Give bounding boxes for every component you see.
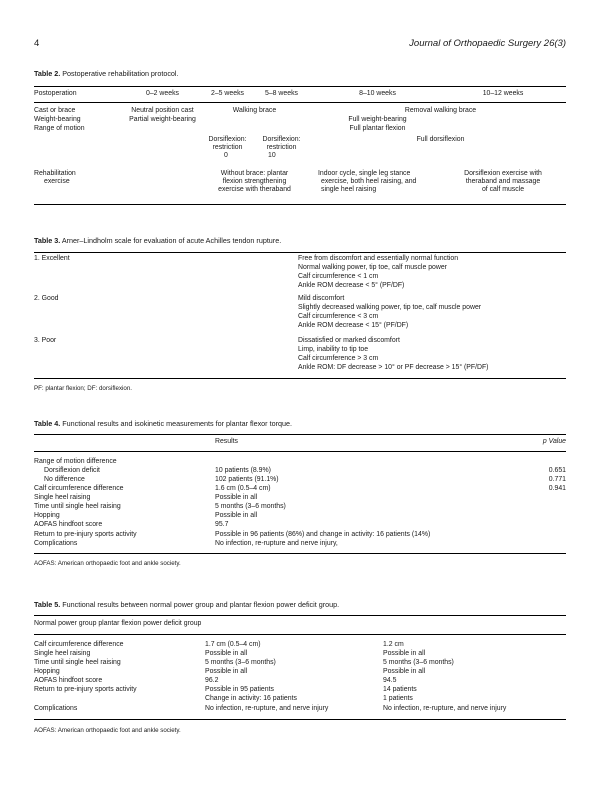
table4-col-results: Results (215, 438, 238, 445)
table4-label: Table 4. (34, 419, 61, 428)
table4-header-rule (34, 451, 566, 452)
table4-p-value: 0.941 (548, 485, 566, 492)
table5-row-label: Complications (34, 705, 78, 712)
table4-row-label: AOFAS hindfoot score (34, 521, 103, 528)
table2-col-2-5-weeks: 2–5 weeks (211, 90, 244, 97)
table2-col-10-12-weeks: 10–12 weeks (482, 90, 524, 97)
table2-col-5-8-weeks: 5–8 weeks (265, 90, 298, 97)
table2-cell: Dorsiflexion: (208, 136, 247, 143)
table3-bottom-rule (34, 378, 566, 379)
table3-criterion: Limp, inability to tip toe (298, 346, 369, 353)
table2-cell: Without brace: plantar (220, 170, 289, 177)
table3-criterion: Ankle ROM: DF decrease > 10° or PF decrease > 15° (PF/DF) (298, 364, 489, 371)
table3-grade: 2. Good (34, 295, 59, 302)
table5-bottom-rule (34, 719, 566, 720)
table4-result: Possible in all (215, 494, 258, 501)
table2-cell: Partial weight-bearing (129, 116, 196, 123)
table2-cell: Dorsiflexion: (262, 136, 301, 143)
table3-criterion: Calf circumference < 3 cm (298, 313, 379, 320)
table2-cell: flexion strengthening (222, 178, 287, 185)
table2-top-rule (34, 86, 566, 87)
table2-col-0-2-weeks: 0–2 weeks (146, 90, 179, 97)
table2-cell: 10 (268, 152, 276, 159)
table2-cell: 0 (224, 152, 228, 159)
table5-row-label: Calf circumference difference (34, 641, 124, 648)
table4-row-label: Time until single heel raising (34, 503, 121, 510)
table4-caption-text: Functional results and isokinetic measurements for plantar flexor torque. (62, 419, 292, 428)
table3-label: Table 3. (34, 236, 61, 245)
table4-footnote: AOFAS: American orthopaedic foot and ankle society. (34, 560, 181, 567)
table5-normal: 1.7 cm (0.5–4 cm) (205, 641, 261, 648)
table3-criterion: Slightly decreased walking power, tip toe, calf muscle power (298, 304, 482, 311)
table4-result: Possible in all (215, 512, 258, 519)
table3-criterion: Calf circumference > 3 cm (298, 355, 379, 362)
table5-caption (34, 600, 339, 609)
table4-row-label: Range of motion difference (34, 458, 117, 465)
table5-deficit: 14 patients (383, 686, 417, 693)
table4-result: 102 patients (91.1%) (215, 476, 279, 483)
table2-row-label: exercise (44, 178, 70, 185)
table5-row-label: Single heel raising (34, 650, 91, 657)
table5-top-rule (34, 615, 566, 616)
table2-cell: exercise, both heel raising, and (321, 178, 417, 185)
table5-normal: Change in activity: 16 patients (205, 695, 297, 702)
table2-cell: exercise with theraband (218, 186, 291, 193)
table2-label: Table 2. (34, 69, 61, 78)
table4-result: 95.7 (215, 521, 229, 528)
table4-bottom-rule (34, 553, 566, 554)
table3-caption-text: Arner–Lindholm scale for evaluation of acute Achilles tendon rupture. (61, 236, 282, 245)
table4-row-label: Single heel raising (34, 494, 91, 501)
table3-caption (34, 236, 281, 245)
table2-cell: single heel raising (321, 186, 377, 193)
table5-deficit: No infection, re-rupture, and nerve injury (383, 705, 507, 712)
table2-caption-text: Postoperative rehabilitation protocol. (62, 69, 179, 78)
table5-deficit: Possible in all (383, 668, 426, 675)
table5-normal: Possible in all (205, 650, 248, 657)
table2-row-label: Cast or brace (34, 107, 76, 114)
table4-top-rule (34, 434, 566, 435)
table2-cell: Full dorsiflexion (416, 136, 465, 143)
table4-result: No infection, re-rupture and nerve injury, (215, 540, 338, 547)
table3-criterion: Normal walking power, tip toe, calf muscle power (298, 264, 447, 271)
table5-deficit: 5 months (3–6 months) (383, 659, 454, 666)
table4-result: 10 patients (8.9%) (215, 467, 271, 474)
table2-bottom-rule (34, 204, 566, 205)
table2-cell: Dorsiflexion exercise with (464, 170, 542, 177)
table4-p-value: 0.651 (548, 467, 566, 474)
table5-row-label: Return to pre-injury sports activity (34, 686, 137, 693)
table2-col-postoperation: Postoperation (34, 90, 77, 97)
table3-criterion: Ankle ROM decrease < 5° (PF/DF) (298, 282, 405, 289)
table4-col-p-value: p Value (542, 438, 566, 445)
table4-row-label: Calf circumference difference (34, 485, 124, 492)
table4-row-label: Return to pre-injury sports activity (34, 531, 137, 538)
table2-row-label: Range of motion (34, 125, 85, 132)
table4-caption (34, 419, 292, 428)
table2-cell: Neutral position cast (131, 107, 194, 114)
table5-normal: No infection, re-rupture, and nerve injury (205, 705, 329, 712)
table3-criterion: Calf circumference < 1 cm (298, 273, 379, 280)
table2-cell: of calf muscle (481, 186, 525, 193)
table5-normal: Possible in 95 patients (205, 686, 274, 693)
table5-footnote: AOFAS: American orthopaedic foot and ankle society. (34, 727, 181, 734)
table4-p-value: 0.771 (548, 476, 566, 483)
table5-normal: 5 months (3–6 months) (205, 659, 276, 666)
table5-deficit: 1 patients (383, 695, 413, 702)
table5-deficit: Possible in all (383, 650, 426, 657)
table5-normal: Possible in all (205, 668, 248, 675)
table2-caption (34, 69, 179, 78)
table4-result: 1.6 cm (0.5–4 cm) (215, 485, 271, 492)
table2-row-label: Rehabilitation (34, 170, 76, 177)
table2-cell: Indoor cycle, single leg stance (318, 170, 411, 177)
table2-cell: restriction (212, 144, 243, 151)
table3-top-rule (34, 252, 566, 253)
table4-result: 5 months (3–6 months) (215, 503, 286, 510)
table5-row-label: Hopping (34, 668, 60, 675)
table2-cell: Full weight-bearing (348, 116, 407, 123)
table4-row-label: Hopping (34, 512, 60, 519)
table5-label: Table 5. (34, 600, 61, 609)
table2-cell: theraband and massage (465, 178, 541, 185)
table2-cell: restriction (266, 144, 297, 151)
running-header (34, 38, 566, 52)
table5-row-label: Time until single heel raising (34, 659, 121, 666)
table2-cell: Removal walking brace (404, 107, 477, 114)
table2-cell: Full plantar flexion (349, 125, 406, 132)
table3-criterion: Mild discomfort (298, 295, 345, 302)
table4-row-label: Dorsiflexion deficit (44, 467, 100, 474)
table3-grade: 1. Excellent (34, 255, 70, 262)
table4-result: Possible in 96 patients (86%) and change in activity: 16 patients (14%) (215, 531, 431, 538)
table5-normal: 96.2 (205, 677, 219, 684)
table5-header-rule (34, 634, 566, 635)
page-number: 4 (34, 38, 40, 49)
table5-deficit: 94.5 (383, 677, 397, 684)
table5-deficit: 1.2 cm (383, 641, 404, 648)
journal-title: Journal of Orthopaedic Surgery 26(3) (409, 38, 566, 49)
table3-criterion: Dissatisfied or marked discomfort (298, 337, 400, 344)
table2-cell: Walking brace (232, 107, 277, 114)
table2-col-8-10-weeks: 8–10 weeks (359, 90, 396, 97)
table5-row-label: AOFAS hindfoot score (34, 677, 103, 684)
table4-row-label: No difference (44, 476, 85, 483)
table5-header: Normal power group plantar flexion power deficit group (34, 620, 202, 627)
table2-row-label: Weight-bearing (34, 116, 81, 123)
table3-grade: 3. Poor (34, 337, 57, 344)
table4-row-label: Complications (34, 540, 78, 547)
table3-footnote: PF: plantar flexion; DF: dorsiflexion. (34, 385, 133, 392)
table2-header-rule (34, 102, 566, 103)
table3-criterion: Ankle ROM decrease < 15° (PF/DF) (298, 322, 409, 329)
table3-criterion: Free from discomfort and essentially normal function (298, 255, 459, 262)
table5-caption-text: Functional results between normal power group and plantar flexion power deficit group. (62, 600, 340, 609)
